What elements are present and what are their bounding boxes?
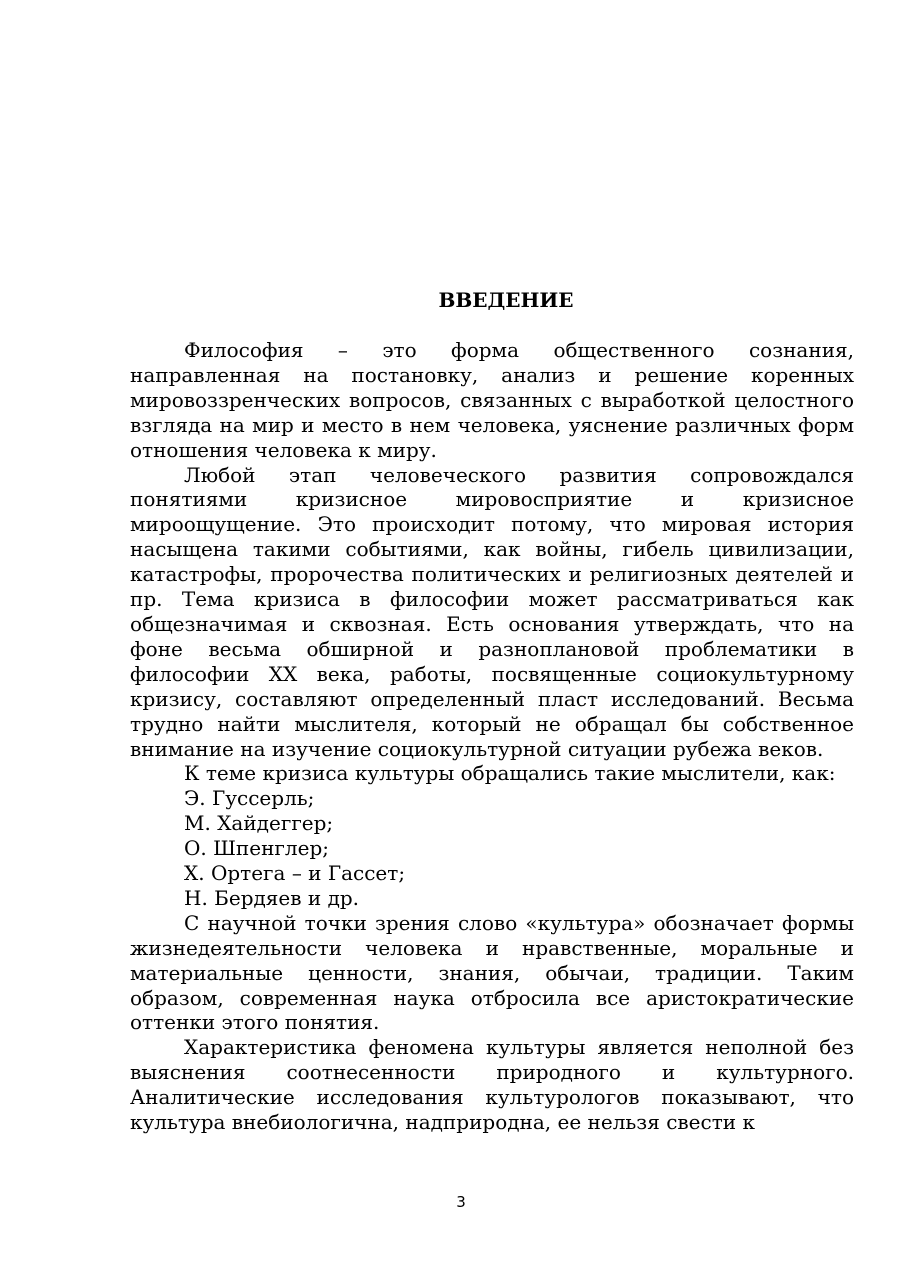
paragraph-crisis-theme: Любой этап человеческого развития сопровождался понятиями кризисное мировосприятие и кризисное мироощущение. Это происходит потому, что мировая история насыщена такими событиями, как войны, гибель цивилизации, катастрофы, пророчества политических и религиозных деятелей и пр. Тема кризиса в философии может рассматриваться как общезначимая и сквозная. Есть основания утверждать, что на фоне весьма обширной и разноплановой проблематики в философии XX века, работы, посвященные социокультурному кризису, составляют определенный пласт исследований. Весьма трудно найти мыслителя, который не обращал бы собственное внимание на изучение социокультурной ситуации рубежа веков. (130, 462, 854, 761)
list-item: О. Шпенглер; (184, 836, 329, 861)
page-number: 3 (456, 1193, 466, 1211)
list-item: Э. Гуссерль; (184, 786, 315, 811)
paragraph-thinkers-intro: К теме кризиса культуры обращались такие мыслители, как: (184, 761, 836, 786)
paragraph-culture-phenomenon: Характеристика феномена культуры является неполной без выяснения соотнесенности природного и культурного. Аналитические исследования культурологов показывают, что культура внебиологична, надприродна, ее нельзя свести к (130, 1035, 854, 1135)
body-text (130, 338, 854, 1135)
paragraph-philosophy-definition: Философия – это форма общественного сознания, направленная на постановку, анализ и решение коренных мировоззренческих вопросов, связанных с выработкой целостного взгляда на мир и место в нем человека, уяснение различных форм отношения человека к миру. (130, 338, 854, 462)
page-title: ВВЕДЕНИЕ (438, 288, 574, 312)
list-item: Х. Ортега – и Гассет; (184, 861, 406, 886)
list-item: М. Хайдеггер; (184, 811, 334, 836)
paragraph-culture-definition: С научной точки зрения слово «культура» обозначает формы жизнедеятельности человека и нравственные, моральные и материальные ценности, знания, обычаи, традиции. Таким образом, современная наука отбросила все аристократические оттенки этого понятия. (130, 910, 854, 1035)
thinkers-list (130, 786, 854, 911)
list-item: Н. Бердяев и др. (184, 885, 360, 910)
